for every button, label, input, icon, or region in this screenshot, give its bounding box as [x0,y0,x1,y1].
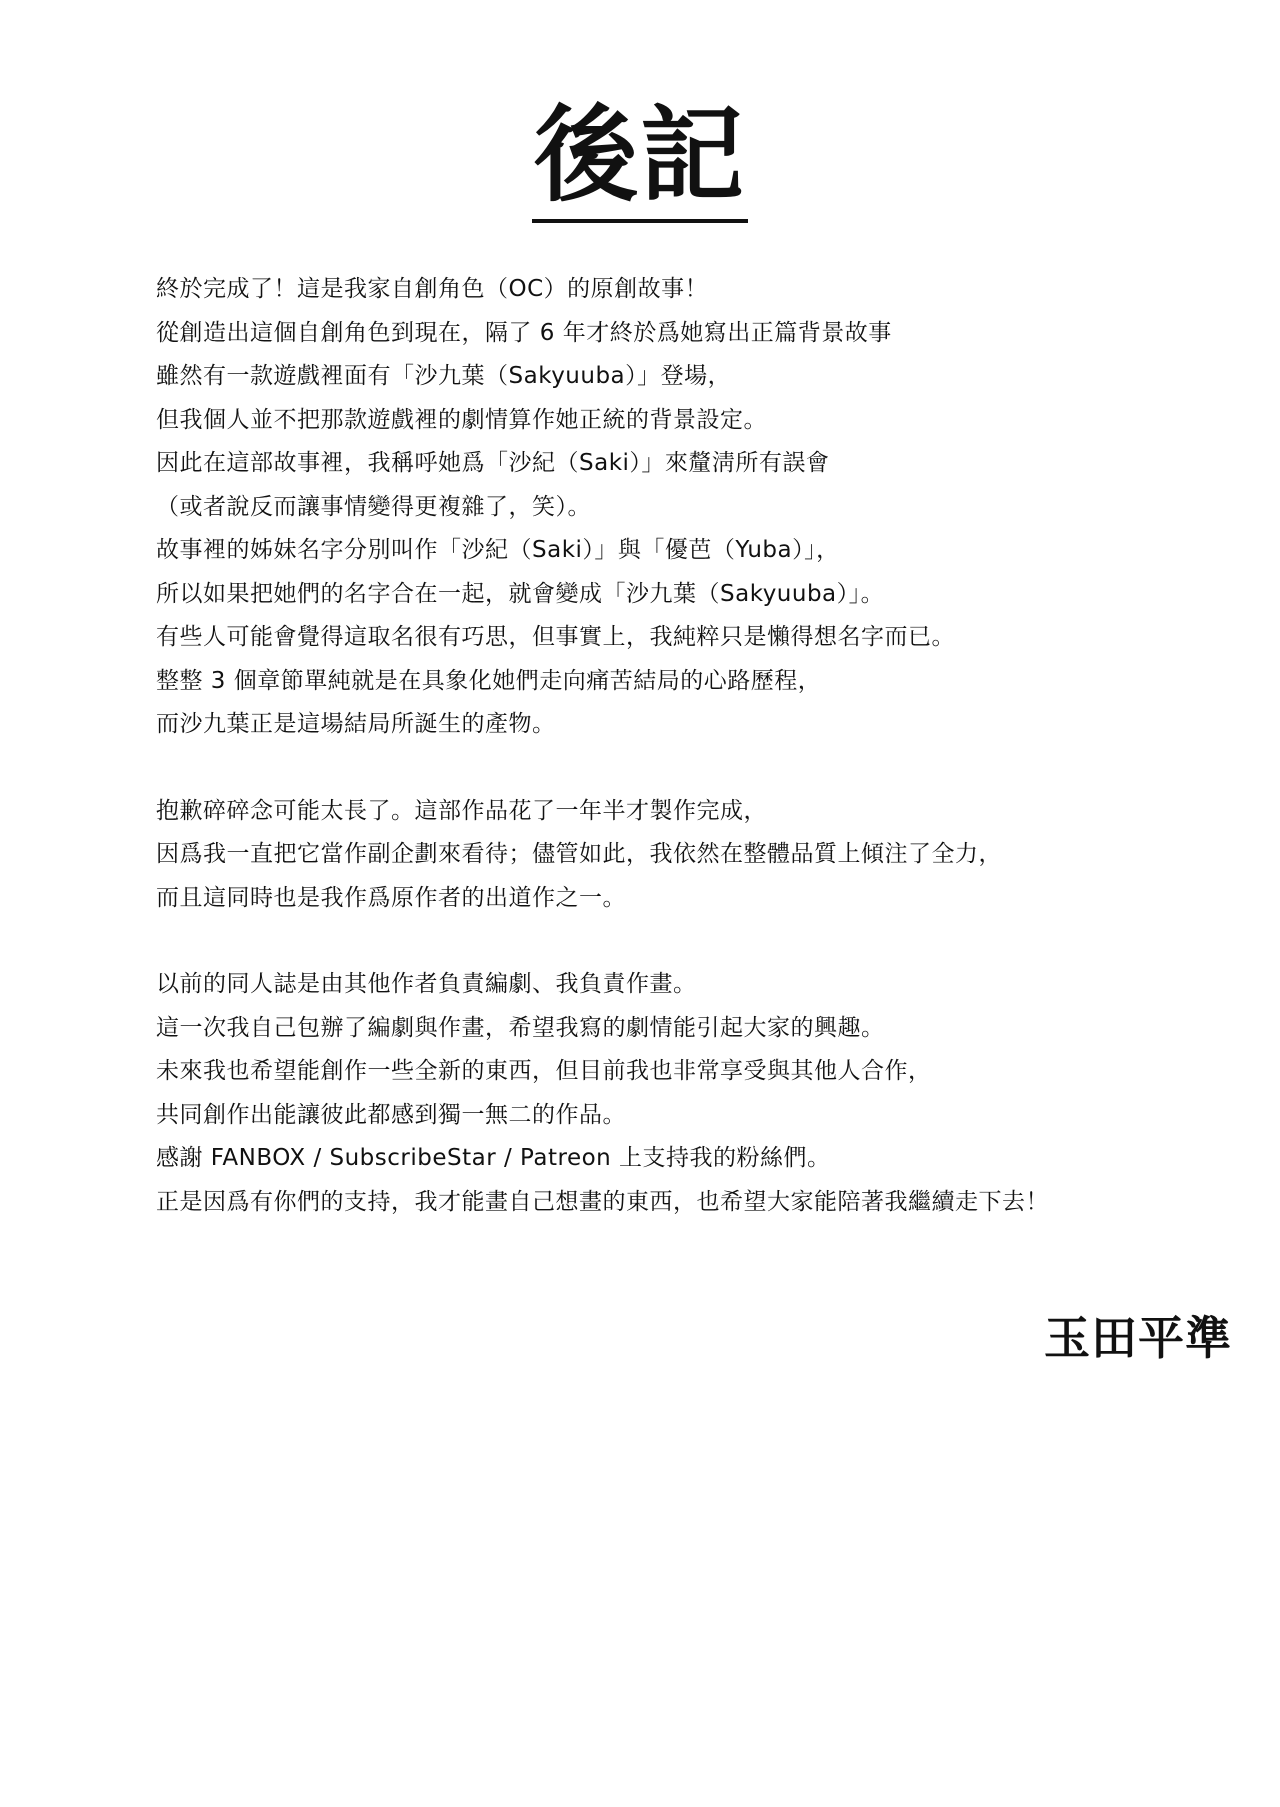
text-line: 而沙九葉正是這場結局所誕生的產物。 [156,711,556,737]
text-line: 終於完成了！這是我家自創角色（OC）的原創故事！ [156,276,709,302]
text-line: 共同創作出能讓彼此都感到獨一無二的作品。 [156,1101,626,1128]
page-title [0,95,1280,223]
text-line: 從創造出這個自創角色到現在，隔了 6 年才終於爲她寫出正篇背景故事 [156,319,892,346]
text-line: 感謝 FANBOX / SubscribeStar / Patreon 上支持我的粉絲們。 [156,1145,831,1171]
text-line: 而且這同時也是我作爲原作者的出道作之一。 [156,884,626,911]
paragraph-3 [156,963,1156,1224]
text-line: 整整 3 個章節單純就是在具象化她們走向痛苦結局的心路歷程， [156,667,822,694]
page-title-text: 後記 [532,95,748,223]
author-signature: 玉田平準 [1044,1311,1232,1365]
text-line: 正是因爲有你們的支持，我才能畫自己想畫的東西，也希望大家能陪著我繼續走下去！ [156,1188,1049,1215]
text-line: （或者說反而讓事情變得更複雜了，笑）。 [156,493,591,520]
afterword-body [156,268,1156,1224]
text-line: 故事裡的姊妹名字分別叫作「沙紀（Saki）」與「優芭（Yuba）」， [156,537,840,563]
text-line: 因此在這部故事裡，我稱呼她爲「沙紀（Saki）」來釐淸所有誤會 [156,450,830,476]
text-line: 但我個人並不把那款遊戲裡的劇情算作她正統的背景設定。 [156,406,767,433]
text-line: 以前的同人誌是由其他作者負責編劇、我負責作畫。 [156,971,697,997]
text-line: 抱歉碎碎念可能太長了。這部作品花了一年半才製作完成， [156,797,767,824]
text-line: 這一次我自己包辦了編劇與作畫，希望我寫的劇情能引起大家的興趣。 [156,1014,885,1041]
paragraph-2 [156,790,1156,921]
paragraph-1 [156,268,1156,747]
text-line: 因爲我一直把它當作副企劃來看待；儘管如此，我依然在整體品質上傾注了全力， [156,841,1002,867]
text-line: 未來我也希望能創作一些全新的東西，但目前我也非常享受與其他人合作， [156,1058,932,1084]
text-line: 雖然有一款遊戲裡面有「沙九葉（Sakyuuba）」登場， [156,363,732,389]
text-line: 有些人可能會覺得這取名很有巧思，但事實上，我純粹只是懶得想名字而已。 [156,624,955,650]
text-line: 所以如果把她們的名字合在一起，就會變成「沙九葉（Sakyuuba）」。 [156,580,885,607]
